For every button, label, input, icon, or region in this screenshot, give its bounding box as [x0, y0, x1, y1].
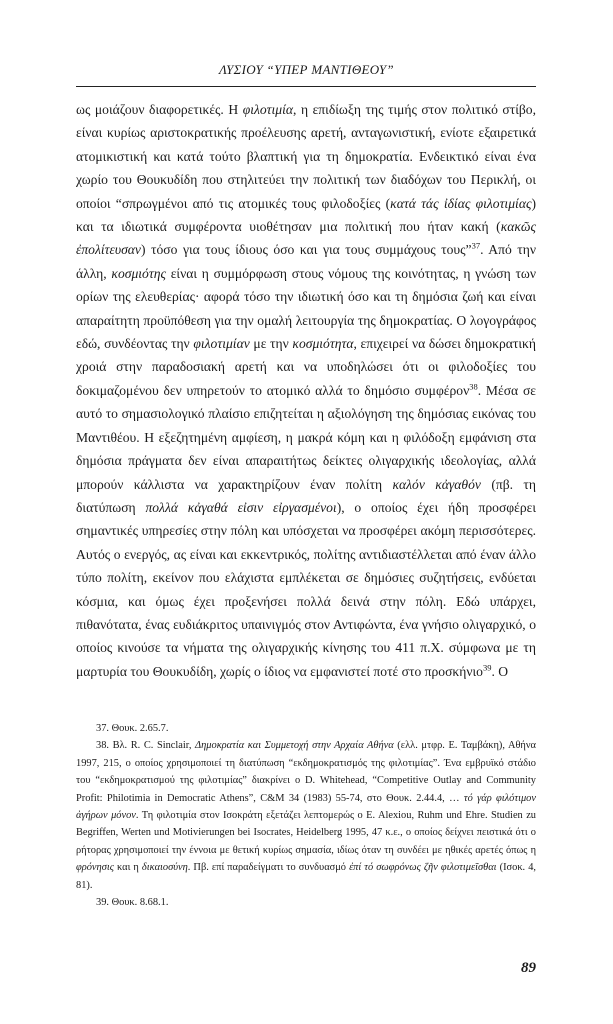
footnotes — [76, 720, 536, 911]
italic-title: Δημοκρατία και Συμμετοχή στην Αρχαία Αθήνα — [195, 740, 394, 752]
italic-term: δικαιοσύνη — [141, 862, 188, 874]
footnote-39: 39. Θουκ. 8.68.1. — [96, 897, 169, 909]
text-run: , επιχειρεί να δώσει δημοκρατική χροιά στην παραδοσιακή αρετή και να υποδηλώσει ότι οι φιλοδοξίες του δοκιμαζομένου δεν υπηρετούν το ατομικό αλλά το δημόσιο συμφέρον — [76, 336, 536, 398]
text-run: με την — [249, 336, 293, 352]
running-header: ΛΥΣΙΟΥ “ΥΠΕΡ ΜΑΝΤΙΘΕΟΥ” — [219, 62, 394, 77]
text-run: 38. Βλ. R. C. Sinclair, — [96, 740, 196, 752]
text-run: . Πβ. επί παραδείγματι το συνδυασμό — [187, 862, 350, 874]
italic-term: καλόν κἀγαθόν — [392, 476, 481, 492]
footnote-ref-39[interactable]: 39 — [482, 662, 492, 673]
italic-term: κατά τάς ἰδίας φιλοτιμίας — [390, 195, 532, 211]
italic-term: κοσμιότης — [111, 265, 166, 281]
text-run: . Μέσα σε αυτό το σημασιολογικό πλαίσιο επιζητείται η αξιολόγηση της δημόσιας εικόνας του Μαντιθέου. Η εξεζητημένη αμφίεση, η μακρά κόμη και η φιλόδοξη εμφάνιση στα δημόσια πράγματα δεν είναι απαραιτήτως δείκτες ολιγαρχικής ιδεολογίας, αλλά μπορούν κάλλιστα να χαρακτηρίζουν έναν πολίτη — [76, 382, 536, 492]
text-run: . Ο — [491, 663, 509, 679]
italic-quote: τό γάρ φιλότιμον ἀγήρων μόνον — [76, 792, 536, 822]
italic-term: φρόνησις — [76, 862, 114, 874]
text-run: (Ισοκ. 4, 81). — [76, 862, 536, 891]
text-run: (ελλ. μτφρ. Ε. Ταμβάκη), Αθήνα 1997, 215, ο οποίος χρησιμοποιεί τη διατύπωση “εκδημοκρατισμός της φιλοτιμίας”. Ένα εμβρυϊκό στάδιο του “εκδημοκρατισμού της φιλοτιμίας” διακρίνει ο D. Whitehead, “Competitive Outlay and Community Profit: Philotimia in Democratic Athens”, C&M 34 (1983) 55-74, στο Θουκ. 2.44.4, … — [76, 740, 536, 804]
text-run: και η — [113, 862, 142, 874]
footnote-ref-37[interactable]: 37 — [471, 240, 481, 251]
text-run: ως μοιάζουν διαφορετικές. Η — [76, 102, 243, 117]
page-number: 89 — [521, 960, 536, 976]
header-rule — [76, 86, 536, 87]
footnote-38 — [76, 737, 536, 894]
italic-term: κοσμιότητα — [292, 336, 354, 352]
text-run: ) τόσο για τους ίδιους όσο και για τους συμμάχους τους” — [140, 242, 472, 258]
text-run: ) και τα ιδιωτικά συμφέροντα υιοθέτησαν μια πολιτική που ήταν κακή ( — [76, 195, 536, 235]
italic-term: πολλά κἀγαθά εἰσιν εἰργασμένοι — [145, 499, 337, 515]
footnote-ref-38[interactable]: 38 — [469, 381, 478, 392]
italic-term: φιλοτιμία — [242, 102, 294, 117]
main-paragraph — [76, 98, 536, 683]
footnote-37: 37. Θουκ. 2.65.7. — [96, 723, 169, 734]
text-run: (πβ. τη διατύπωση — [76, 476, 537, 515]
text-run: , η επιδίωξη της τιμής στον πολιτικό στίβο, είναι κυρίως αριστοκρατικής προέλευσης αρετή, ανταγωνιστική, ενίοτε εξαιρετικά ατομικιστική και κατά τούτο βλαπτική για τη δημοκρατία. Ενδεικτικό είναι ένα χωρίο του Θουκυδίδη που στηλιτεύει την πολιτική των διαδόχων του Περικλή, οι οποίοι “σπρωγμένοι από τις ατομικές τους φιλοδοξίες ( — [76, 102, 536, 211]
italic-term: κακῶς ἐπολίτευσαν — [76, 219, 536, 258]
text-run: είναι η συμμόρφωση στους νόμους της κοινότητας, η γνώση των ορίων της ελευθερίας· αφορά τόσο την ιδιωτική όσο και τη δημόσια ζωή και είναι απαραίτητη προϋπόθεση για την ομαλή λειτουργία της δημοκρατίας. Ο λογογράφος εδώ, συνδέοντας την — [76, 265, 536, 352]
italic-term: φιλοτιμίαν — [193, 336, 250, 352]
text-run: . Τη φιλοτιμία στον Ισοκράτη εξετάζει λεπτομερώς ο E. Alexiou, Ruhm und Ehre. Studien zu Begriffen, Werten und Motivierungen bei Isocrates, Heidelberg 1995, 47 κ.ε., ο οποίος δείχνει πειστικά ότι ο ρήτορας χρησιμοποιεί την έννοια με θετική κυρίως σημασία, ιδίως όταν τη συνδέει με ηθικές αρετές όπως η — [76, 810, 536, 856]
text-run: ), ο οποίος έχει ήδη προσφέρει σημαντικές υπηρεσίες στην πόλη και υπόσχεται να προσφέρει ακόμη περισσότερες. Αυτός ο ενεργός, ας είναι και εκκεντρικός, πολίτης αντιδιαστέλλεται από έναν άλλο τύπο πολίτη, εκείνον που ελάχιστα εμπλέκεται σε δημόσιες συζητήσεις, ενδύεται κόσμια, και όμως έχει προξενήσει πολλά δεινά στην πόλη. Εδώ υπάρχει, πιθανότατα, ένας ευδιάκριτος υπαινιγμός στον Αντιφώντα, ένα γνήσιο ολιγαρχικό, ο οποίος κινούσε τα νήματα της ολιγαρχικής κίνησης του 411 π.Χ. σύμφωνα με τη μαρτυρία του Θουκυδίδη, χωρίς ο ίδιος να εμφανιστεί ποτέ στο προσκήνιο — [76, 499, 537, 679]
italic-quote: ἐπί τό σωφρόνως ζῆν φιλοτιμεῖσθαι — [349, 862, 497, 874]
text-run: . Από την άλλη, — [76, 242, 537, 281]
